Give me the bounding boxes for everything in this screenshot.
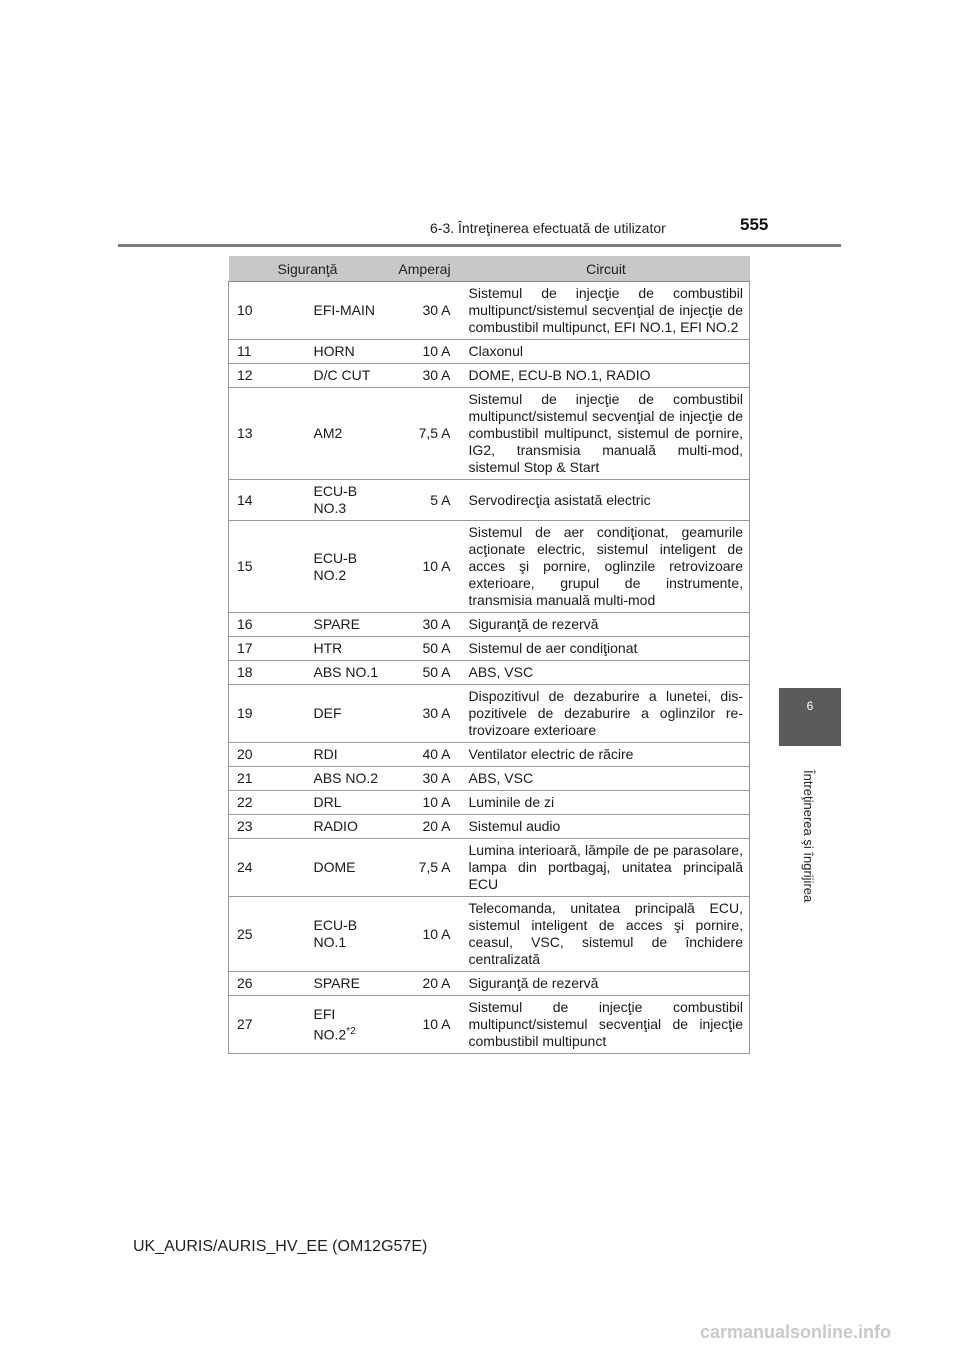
fuse-name: DEF — [308, 685, 387, 743]
fuse-number: 16 — [229, 613, 308, 637]
chapter-label: Întreţinerea şi îngrijirea — [801, 770, 816, 903]
fuse-number: 12 — [229, 364, 308, 388]
fuse-circuit: Sistemul audio — [463, 815, 750, 839]
header-divider — [118, 244, 841, 247]
column-header-circuit: Circuit — [463, 256, 750, 282]
fuse-circuit: Telecomanda, unitatea principală ECU, sistemul inteligent de acces şi pornire, ceasul, VSC, sistemul de închidere centralizată — [463, 897, 750, 972]
fuse-name: ABS NO.2 — [308, 767, 387, 791]
fuse-name: HTR — [308, 637, 387, 661]
fuse-number: 14 — [229, 480, 308, 521]
fuse-amperage: 10 A — [387, 897, 463, 972]
fuse-circuit: DOME, ECU-B NO.1, RADIO — [463, 364, 750, 388]
fuse-name: DRL — [308, 791, 387, 815]
fuse-circuit: Sistemul de injecţie combustibil multipunct/sistemul secvenţial de injecţie combustibil multipunct — [463, 996, 750, 1054]
fuse-amperage: 5 A — [387, 480, 463, 521]
fuse-table-body — [229, 282, 750, 1054]
fuse-amperage: 10 A — [387, 340, 463, 364]
table-row — [229, 685, 750, 743]
fuse-number: 24 — [229, 839, 308, 897]
table-row — [229, 521, 750, 613]
fuse-circuit: Sistemul de injecţie de combustibil multipunct/sistemul secvenţial de injecţie de combustibil multipunct, sistemul de pornire, IG2, transmisia manuală multi-mod, sistemul Stop & Start — [463, 388, 750, 480]
watermark: carmanualsonline.info — [700, 1322, 892, 1342]
table-row — [229, 661, 750, 685]
fuse-circuit: Sistemul de aer condiţionat, geamurile acţionate electric, sistemul inteligent de acces şi pornire, oglinzile retrovizoare exterioare, grupul de instrumente, transmisia manuală multi-mod — [463, 521, 750, 613]
fuse-number: 26 — [229, 972, 308, 996]
fuse-name: SPARE — [308, 972, 387, 996]
fuse-name: AM2 — [308, 388, 387, 480]
fuse-amperage: 10 A — [387, 521, 463, 613]
fuse-number: 22 — [229, 791, 308, 815]
fuse-number: 23 — [229, 815, 308, 839]
model-code: UK_AURIS/AURIS_HV_EE (OM12G57E) — [133, 1238, 428, 1255]
fuse-number: 11 — [229, 340, 308, 364]
table-row — [229, 282, 750, 340]
fuse-name: ECU-B NO.3 — [308, 480, 387, 521]
table-row — [229, 480, 750, 521]
fuse-name: EFI NO.2$^{*2}$ — [308, 996, 387, 1054]
fuse-number: 20 — [229, 743, 308, 767]
fuse-amperage: 50 A — [387, 637, 463, 661]
page-number: 555 — [740, 215, 769, 234]
fuse-number: 19 — [229, 685, 308, 743]
fuse-circuit: Claxonul — [463, 340, 750, 364]
fuse-name: ABS NO.1 — [308, 661, 387, 685]
fuse-amperage: 7,5 A — [387, 388, 463, 480]
fuse-amperage: 7,5 A — [387, 839, 463, 897]
fuse-name: ECU-B NO.1 — [308, 897, 387, 972]
fuse-amperage: 30 A — [387, 364, 463, 388]
table-row — [229, 637, 750, 661]
table-row — [229, 767, 750, 791]
fuse-amperage: 20 A — [387, 972, 463, 996]
fuse-number: 27 — [229, 996, 308, 1054]
fuse-name: EFI-MAIN — [308, 282, 387, 340]
fuse-amperage: 10 A — [387, 996, 463, 1054]
footnote-marker: *2 — [346, 1025, 356, 1037]
fuse-name: RDI — [308, 743, 387, 767]
table-row — [229, 996, 750, 1054]
fuse-number: 15 — [229, 521, 308, 613]
fuse-circuit: Sistemul de aer condiţionat — [463, 637, 750, 661]
fuse-number: 17 — [229, 637, 308, 661]
table-row — [229, 340, 750, 364]
fuse-amperage: 30 A — [387, 767, 463, 791]
fuse-amperage: 30 A — [387, 613, 463, 637]
table-row — [229, 791, 750, 815]
table-row — [229, 815, 750, 839]
fuse-name: D/C CUT — [308, 364, 387, 388]
fuse-circuit: Servodirecţia asistată electric — [463, 480, 750, 521]
fuse-amperage: 10 A — [387, 791, 463, 815]
fuse-circuit: Dispozitivul de dezaburire a lunetei, dis-pozitivele de dezaburire a oglinzilor re-trovizoare exterioare — [463, 685, 750, 743]
table-row — [229, 388, 750, 480]
fuse-name: RADIO — [308, 815, 387, 839]
fuse-name: DOME — [308, 839, 387, 897]
fuse-number: 21 — [229, 767, 308, 791]
fuse-name: SPARE — [308, 613, 387, 637]
fuse-circuit: Sistemul de injecţie de combustibil multipunct/sistemul secvenţial de injecţie de combustibil multipunct, EFI NO.1, EFI NO.2 — [463, 282, 750, 340]
fuse-number: 18 — [229, 661, 308, 685]
fuse-circuit: ABS, VSC — [463, 661, 750, 685]
fuse-table — [228, 256, 750, 1054]
fuse-number: 10 — [229, 282, 308, 340]
table-header-row — [229, 256, 750, 282]
fuse-number: 13 — [229, 388, 308, 480]
table-row — [229, 897, 750, 972]
fuse-circuit: Ventilator electric de răcire — [463, 743, 750, 767]
column-header-amperage: Amperaj — [387, 256, 463, 282]
table-row — [229, 613, 750, 637]
fuse-circuit: Luminile de zi — [463, 791, 750, 815]
fuse-amperage: 40 A — [387, 743, 463, 767]
section-title: 6-3. Întreţinerea efectuată de utilizator — [430, 220, 666, 236]
fuse-circuit: Siguranţă de rezervă — [463, 613, 750, 637]
fuse-number: 25 — [229, 897, 308, 972]
table-row — [229, 364, 750, 388]
fuse-amperage: 30 A — [387, 282, 463, 340]
fuse-name: HORN — [308, 340, 387, 364]
fuse-amperage: 50 A — [387, 661, 463, 685]
fuse-circuit: Siguranţă de rezervă — [463, 972, 750, 996]
chapter-tab: 6 — [779, 688, 841, 746]
fuse-name: ECU-B NO.2 — [308, 521, 387, 613]
fuse-amperage: 30 A — [387, 685, 463, 743]
table-row — [229, 972, 750, 996]
fuse-circuit: ABS, VSC — [463, 767, 750, 791]
fuse-circuit: Lumina interioară, lămpile de pe parasolare, lampa din portbagaj, unitatea principală ECU — [463, 839, 750, 897]
fuse-amperage: 20 A — [387, 815, 463, 839]
table-row — [229, 839, 750, 897]
column-header-fuse: Siguranţă — [229, 256, 387, 282]
table-row — [229, 743, 750, 767]
